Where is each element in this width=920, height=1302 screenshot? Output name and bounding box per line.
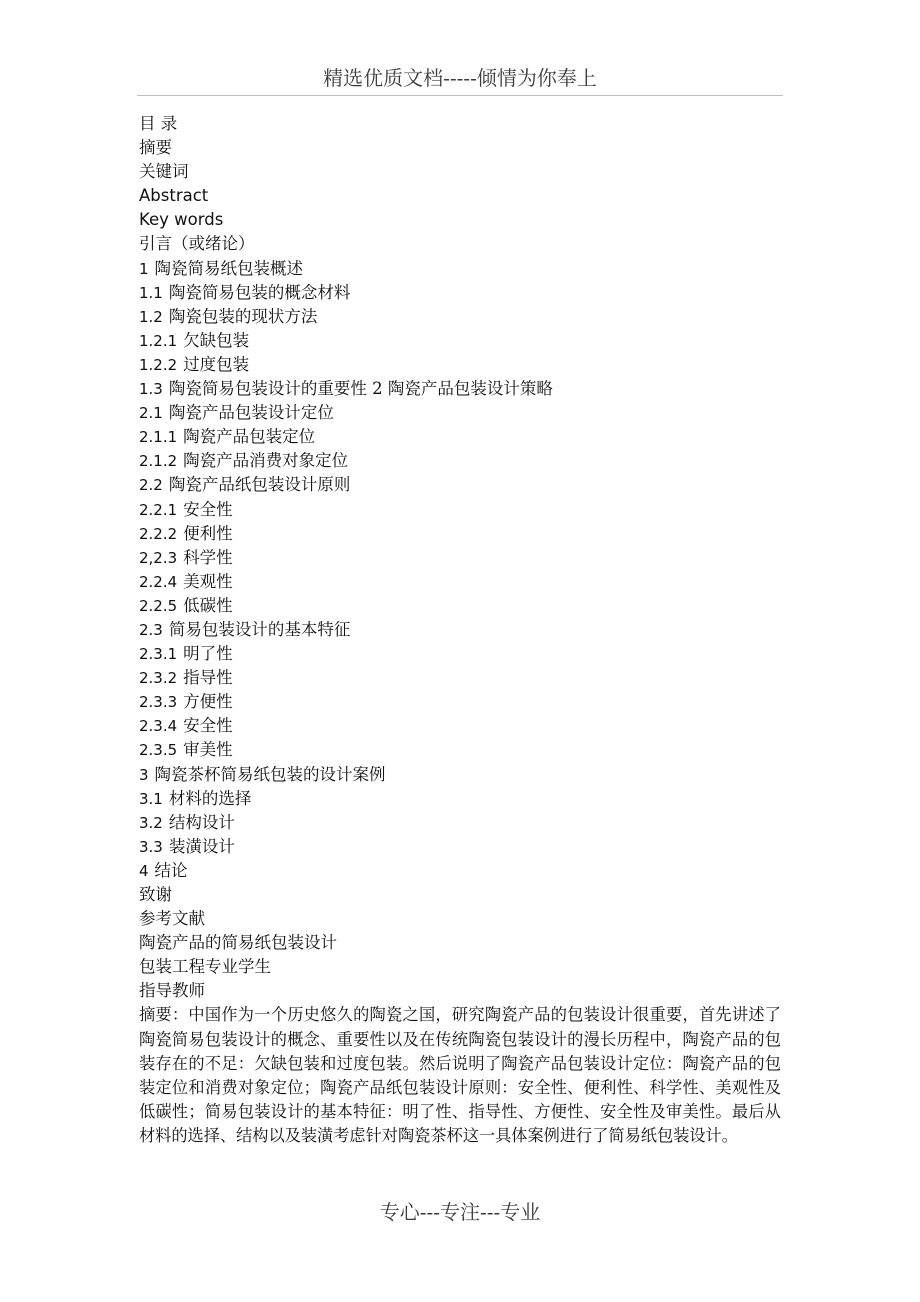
toc-entry [139,714,785,738]
toc-entry [139,353,785,377]
toc-entry-text: 安全性 [183,716,233,736]
toc-entry [139,859,785,883]
toc-entry-number: 1 [139,259,149,278]
toc-entry-text: Abstract [139,186,209,206]
toc-entry [139,305,785,329]
toc-entry [139,377,785,401]
toc-entry-number: 2.1.1 [139,428,178,447]
toc-entry-number: 2.3.1 [139,645,178,664]
toc-entry-number: 2,2.3 [139,548,178,567]
toc-entry [139,136,785,160]
toc-entry-text: 指导性 [183,668,233,688]
toc-entry-text: 陶瓷简易纸包装概述 [154,258,304,278]
toc-entry [139,666,785,690]
toc-entry-number: 3.2 [139,813,163,832]
toc-entry [139,257,785,281]
toc-entry [139,329,785,353]
paper-title: 陶瓷产品的简易纸包装设计 [139,933,337,953]
toc-entry-text: 美观性 [183,571,233,591]
toc-entry-number: 1.1 [139,283,163,302]
toc-entry-number: 2.1.2 [139,452,178,471]
toc-entry-number: 2.3.5 [139,741,178,760]
toc-entry [139,498,785,522]
toc-entry-number: 1.2.2 [139,355,178,374]
toc-entry-text: 科学性 [183,547,233,567]
toc-entry-number: 2.2.5 [139,596,178,615]
header-text: 精选优质文档-----倾情为你奉上 [323,66,597,90]
toc-entry-text: 安全性 [183,499,233,519]
page-footer [0,1196,920,1225]
toc-entry-text: 装潢设计 [168,836,235,856]
toc-entry-text: 陶瓷产品纸包装设计原则 [168,475,351,495]
toc-entry-number: 3 [139,765,149,784]
toc-entry-text: Key words [139,210,224,230]
toc-entry [139,642,785,666]
toc-entry [139,208,785,232]
toc-entry-text: 低碳性 [183,595,233,615]
advisor-label: 指导教师 [139,981,205,1001]
toc-entry [139,449,785,473]
toc-entry-text: 便利性 [183,523,233,543]
toc-entry-text: 明了性 [183,644,233,664]
toc-entry-number: 2.2.1 [139,500,178,519]
toc-entry [139,835,785,859]
page-header [137,62,783,96]
toc-entry [139,594,785,618]
toc-entry-number: 2.3.2 [139,669,178,688]
toc-entry-text: 陶瓷产品消费对象定位 [183,451,349,471]
toc-entry [139,112,785,136]
toc-entry-text: 结构设计 [168,812,235,832]
toc-entry-text: 方便性 [183,692,233,712]
toc-entry-text: 陶瓷茶杯简易纸包装的设计案例 [154,764,386,784]
toc-entry [139,522,785,546]
toc-entry-number: 3.3 [139,837,163,856]
toc-entry [139,883,785,907]
toc-entry-number: 2.3.4 [139,717,178,736]
toc-entry [139,811,785,835]
toc-entry-number: 3.1 [139,789,163,808]
toc-entry-text: 简易包装设计的基本特征 [168,619,351,639]
toc-entry-number: 1.2 [139,307,163,326]
toc-entry-text: 目 录 [139,114,178,133]
student-major: 包装工程专业学生 [139,957,271,977]
toc-entry [139,473,785,497]
toc-entry [139,160,785,184]
toc-entry [139,738,785,762]
toc-entry [139,546,785,570]
toc-entry-text: 材料的选择 [168,788,252,808]
toc-entry-text: 陶瓷产品包装设计定位 [168,403,334,423]
toc-entry-number: 2.3.3 [139,693,178,712]
document-body [139,112,785,1149]
toc-entry-text: 陶瓷简易包装的概念材料 [168,282,351,302]
toc-entry [139,184,785,208]
toc-entry-number: 1.3 [139,380,163,399]
toc-entry [139,401,785,425]
toc-entry-text: 参考文献 [139,909,205,929]
toc-entry [139,281,785,305]
toc-entry-text: 审美性 [183,740,233,760]
toc-entry-text: 欠缺包装 [183,330,250,350]
toc-entry [139,690,785,714]
toc-entry-number: 2.1 [139,404,163,423]
toc-entry-number: 2.3 [139,620,163,639]
toc-entry [139,425,785,449]
toc-entry-text: 摘要 [139,138,172,158]
toc-entry-number: 2.2.2 [139,524,178,543]
toc-entry [139,618,785,642]
toc-entry [139,232,785,256]
toc-entry [139,907,785,931]
toc-entry [139,787,785,811]
toc-entry-text: 过度包装 [183,354,250,374]
toc-entry-text: 致谢 [139,885,172,904]
toc-entry-text: 陶瓷包装的现状方法 [168,306,318,326]
toc-entry-number: 1.2.1 [139,331,178,350]
toc-entry-number: 4 [139,861,149,880]
toc-entry-number: 2.2 [139,476,163,495]
table-of-contents [139,112,785,931]
toc-entry [139,763,785,787]
toc-entry-text: 陶瓷简易包装设计的重要性 2 陶瓷产品包装设计策略 [168,379,553,399]
toc-entry-text: 陶瓷产品包装定位 [183,427,316,447]
toc-entry-text: 结论 [154,860,188,880]
toc-entry [139,570,785,594]
footer-text: 专心---专注---专业 [379,1200,541,1224]
toc-entry-text: 引言（或绪论） [139,234,255,254]
toc-entry-text: 关键词 [139,162,189,182]
abstract-paragraph: 摘要：中国作为一个历史悠久的陶瓷之国，研究陶瓷产品的包装设计很重要，首先讲述了陶瓷简易包装设计的概念、重要性以及在传统陶瓷包装设计的漫长历程中，陶瓷产品的包装存在的不足：欠缺包装和过度包装。然后说明了陶瓷产品包装设计定位：陶瓷产品的包装定位和消费对象定位；陶瓷产品纸包装设计原则：安全性、便利性、科学性、美观性及低碳性；简易包装设计的基本特征：明了性、指导性、方便性、安全性及审美性。最后从材料的选择、结构以及装潢考虑针对陶瓷茶杯这一具体案例进行了简易纸包装设计。 [139,1005,781,1146]
toc-entry-number: 2.2.4 [139,572,178,591]
